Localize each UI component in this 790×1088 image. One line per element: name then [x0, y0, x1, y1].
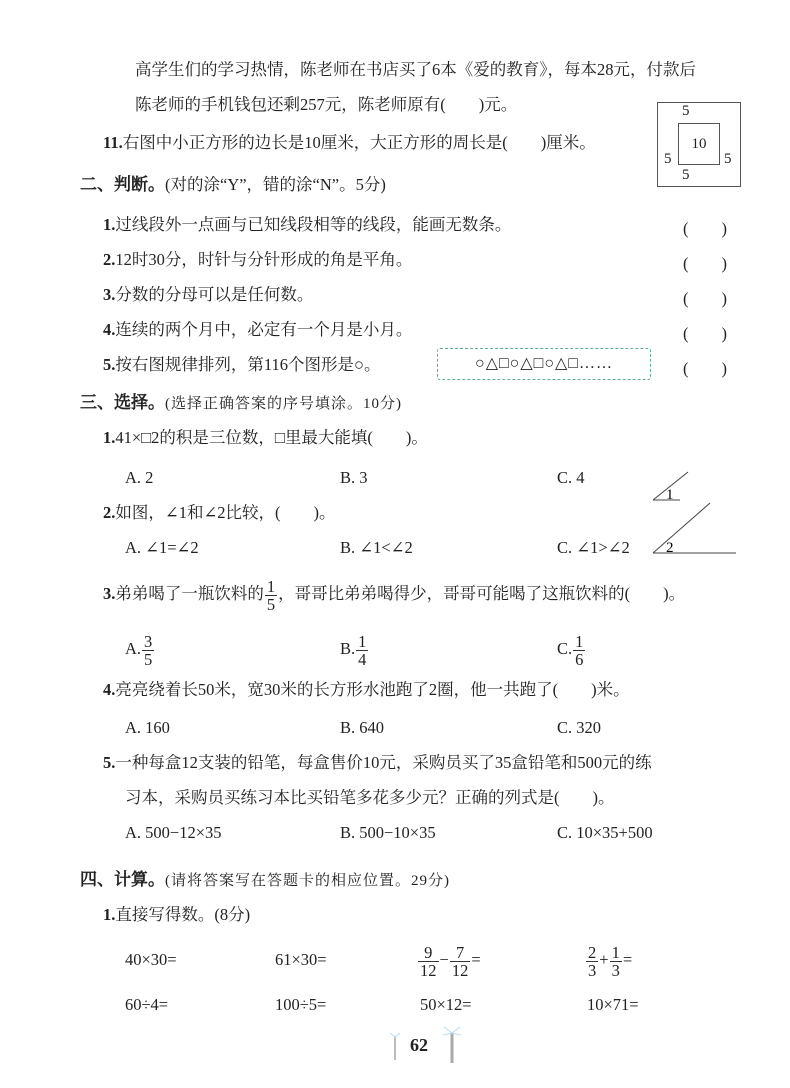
section-choice-title: 三、选择。(选择正确答案的序号填涂。10分) — [80, 393, 402, 412]
calc-sub: 1.直接写得数。(8分) — [103, 905, 251, 924]
calc-expr: 60÷4= — [125, 995, 169, 1014]
answer-paren[interactable]: ( ) — [683, 289, 727, 308]
angle-2-label: 2 — [666, 540, 674, 556]
option-b[interactable]: B. 3 — [340, 468, 368, 487]
answer-paren[interactable]: ( ) — [683, 359, 727, 378]
answer-paren[interactable]: ( ) — [683, 254, 727, 273]
option-b[interactable]: B. 640 — [340, 718, 385, 737]
label-left: 5 — [664, 151, 672, 167]
fraction: $\frac{1}{5}$ — [266, 576, 276, 614]
q11 — [103, 133, 596, 153]
square-figure — [657, 102, 741, 187]
option-c[interactable]: C. 4 — [557, 468, 585, 487]
option-b[interactable]: B. $\frac{1}{4}$ — [340, 631, 367, 669]
page-number: 62 — [410, 1035, 428, 1055]
choice-item: 5.一种每盒12支装的铅笔，每盒售价10元，采购员买了35盒铅笔和500元的练 — [103, 753, 652, 772]
choice-item: 1.41×□2的积是三位数，□里最大能填( )。 — [103, 428, 428, 447]
choice-item: 3.弟弟喝了一瓶饮料的 $\frac{1}{5}$ ，哥哥比弟弟喝得少，哥哥可能喝了这瓶饮料的( )。 — [103, 576, 686, 614]
calc-expr-fraction: $\frac{9}{12}$ − $\frac{7}{12}$ = — [420, 942, 481, 980]
calc-expr: 100÷5= — [275, 995, 327, 1014]
small-square: 10 — [678, 123, 720, 165]
answer-paren[interactable]: ( ) — [683, 219, 727, 238]
option-a[interactable]: A. $\frac{3}{5}$ — [125, 631, 153, 669]
choice-item: 2.如图，∠1和∠2比较，( )。 — [103, 503, 336, 522]
calc-expr: 50×12= — [420, 995, 472, 1014]
option-c[interactable]: C. $\frac{1}{6}$ — [557, 631, 584, 669]
section-judge-title: 二、判断。(对的涂“Y”，错的涂“N”。5分) — [80, 175, 386, 194]
option-b[interactable]: B. 500−10×35 — [340, 823, 436, 842]
judge-item: 4.连续的两个月中，必定有一个月是小月。 — [103, 320, 413, 339]
q10-line2: 陈老师的手机钱包还剩257元，陈老师原有( )元。 — [135, 95, 518, 114]
option-c[interactable]: C. ∠1>∠2 — [557, 538, 630, 557]
option-c[interactable]: C. 320 — [557, 718, 602, 737]
calc-expr-fraction: $\frac{2}{3}$ + $\frac{1}{3}$ = — [588, 942, 633, 980]
label-right: 5 — [724, 151, 732, 167]
option-a[interactable]: A. ∠1=∠2 — [125, 538, 199, 557]
option-a[interactable]: A. 2 — [125, 468, 154, 487]
label-top: 5 — [682, 103, 690, 119]
answer-paren[interactable]: ( ) — [683, 324, 727, 343]
angle-figure — [648, 470, 740, 560]
shape-sequence: ○△□○△□○△□…… — [437, 348, 651, 380]
judge-item: 3.分数的分母可以是任何数。 — [103, 285, 314, 304]
calc-expr: 61×30= — [275, 950, 327, 969]
option-a[interactable]: A. 160 — [125, 718, 170, 737]
q11-text: 右图中小正方形的边长是10厘米，大正方形的周长是( )厘米。 — [122, 133, 596, 152]
option-c[interactable]: C. 10×35+500 — [557, 823, 653, 842]
section-calc-title: 四、计算。(请将答案写在答题卡的相应位置。29分) — [80, 870, 450, 889]
choice-item-line2: 习本，采购员买练习本比买铅笔多花多少元？正确的列式是( )。 — [125, 788, 615, 807]
angle-1-label: 1 — [666, 487, 674, 503]
option-b[interactable]: B. ∠1<∠2 — [340, 538, 413, 557]
q10-line1: 高学生们的学习热情，陈老师在书店买了6本《爱的教育》，每本28元，付款后 — [135, 60, 696, 79]
label-bottom: 5 — [682, 167, 690, 183]
judge-item: 5.按右图规律排列，第116个图形是○。 — [103, 355, 381, 374]
judge-item: 1.过线段外一点画与已知线段相等的线段，能画无数条。 — [103, 215, 512, 234]
option-a[interactable]: A. 500−12×35 — [125, 823, 222, 842]
q11-num: 11. — [103, 133, 123, 152]
calc-expr: 10×71= — [587, 995, 639, 1014]
calc-expr: 40×30= — [125, 950, 177, 969]
choice-item: 4.亮亮绕着长50米，宽30米的长方形水池跑了2圈，他一共跑了( )米。 — [103, 680, 630, 699]
judge-item: 2.12时30分，时针与分针形成的角是平角。 — [103, 250, 413, 269]
